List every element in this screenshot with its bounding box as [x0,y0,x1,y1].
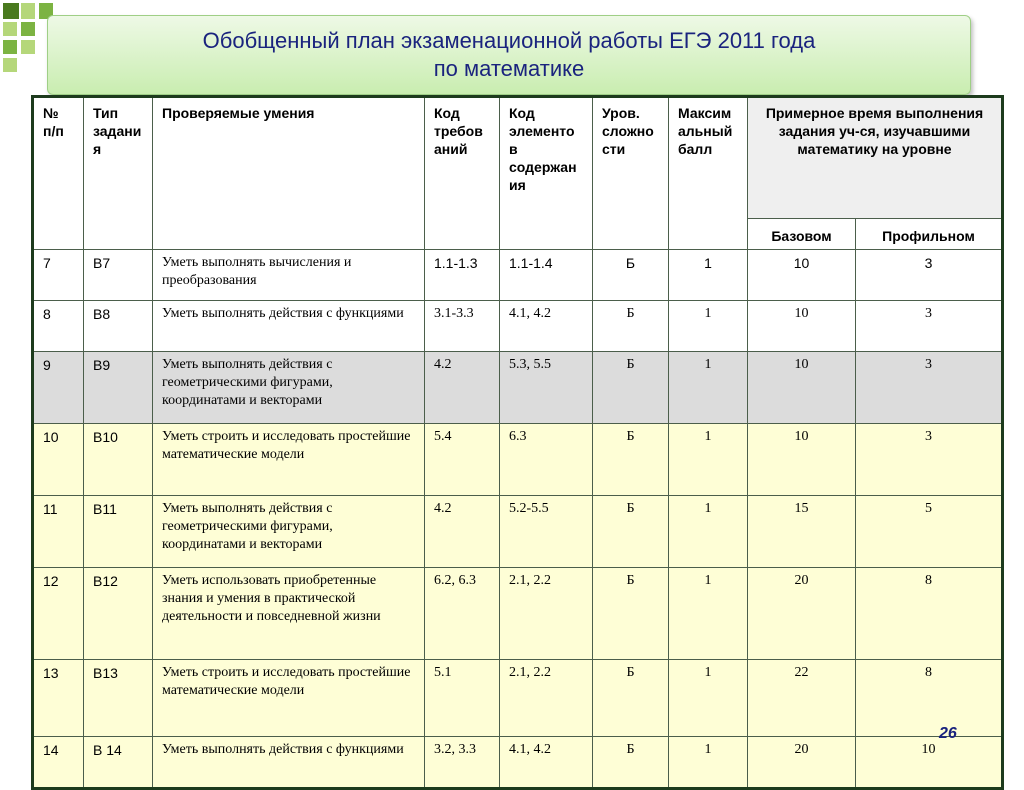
header-time-profile: Профильном [856,219,1003,250]
cell-content-code: 6.3 [500,424,593,496]
cell-req-code: 3.2, 3.3 [425,737,500,789]
table-row [33,301,1003,352]
cell-level: Б [593,250,669,301]
cell-max-score: 1 [669,424,748,496]
header-skills: Проверяемые умения [153,97,425,250]
cell-req-code: 3.1-3.3 [425,301,500,352]
header-content-code: Код элементов содержания [500,97,593,250]
header-type: Тип задания [84,97,153,250]
cell-num: 8 [33,301,84,352]
cell-req-code: 1.1-1.3 [425,250,500,301]
cell-time-basic: 10 [748,301,856,352]
cell-time-profile: 8 [856,660,1003,737]
cell-time-profile: 3 [856,352,1003,424]
cell-level: Б [593,737,669,789]
cell-max-score: 1 [669,660,748,737]
cell-num: 11 [33,496,84,568]
cell-skill: Уметь выполнять действия с функциями [153,737,425,789]
cell-req-code: 5.1 [425,660,500,737]
cell-max-score: 1 [669,568,748,660]
cell-type: B 14 [84,737,153,789]
slide-title-line2: по математике [433,56,585,81]
cell-time-profile: 3 [856,301,1003,352]
table-row [33,660,1003,737]
header-num: № п/п [33,97,84,250]
header-time-group: Примерное время выполнения задания уч-ся, изучавшими математику на уровне [748,97,1003,219]
cell-req-code: 4.2 [425,496,500,568]
table-row [33,424,1003,496]
decor-square [3,3,19,19]
cell-num: 14 [33,737,84,789]
cell-level: Б [593,660,669,737]
cell-time-basic: 22 [748,660,856,737]
cell-type: B8 [84,301,153,352]
header-req-code: Код требований [425,97,500,250]
page-number: 26 [939,725,957,742]
decor-square [21,3,35,19]
cell-level: Б [593,568,669,660]
decor-square [3,40,17,54]
cell-time-profile: 3 [856,424,1003,496]
cell-skill: Уметь выполнять действия с функциями [153,301,425,352]
cell-max-score: 1 [669,496,748,568]
cell-time-profile: 3 [856,250,1003,301]
header-max-score: Максимальный балл [669,97,748,250]
cell-max-score: 1 [669,301,748,352]
cell-time-basic: 10 [748,424,856,496]
decor-square [3,58,17,72]
table-row [33,496,1003,568]
header-level: Уров. сложности [593,97,669,250]
cell-skill: Уметь строить и исследовать простейшие математические модели [153,660,425,737]
decor-square [3,22,17,36]
cell-time-profile: 10 [856,737,1003,789]
table-row [33,352,1003,424]
table-row [33,737,1003,789]
cell-content-code: 2.1, 2.2 [500,568,593,660]
cell-num: 7 [33,250,84,301]
decor-square [21,40,35,54]
cell-max-score: 1 [669,737,748,789]
table-row [33,250,1003,301]
slide-title [47,15,971,95]
cell-content-code: 5.3, 5.5 [500,352,593,424]
cell-skill: Уметь использовать приобретенные знания и умения в практической деятельности и повседневной жизни [153,568,425,660]
cell-skill: Уметь выполнять вычисления и преобразования [153,250,425,301]
cell-time-profile: 5 [856,496,1003,568]
cell-max-score: 1 [669,250,748,301]
slide-title-line1: Обобщенный план экзаменационной работы ЕГЭ 2011 года [202,28,816,53]
cell-num: 9 [33,352,84,424]
cell-type: B13 [84,660,153,737]
cell-skill: Уметь выполнять действия с геометрическими фигурами, координатами и векторами [153,496,425,568]
cell-req-code: 6.2, 6.3 [425,568,500,660]
cell-level: Б [593,424,669,496]
cell-content-code: 1.1-1.4 [500,250,593,301]
cell-type: B10 [84,424,153,496]
header-time-basic: Базовом [748,219,856,250]
cell-time-basic: 10 [748,250,856,301]
cell-num: 12 [33,568,84,660]
cell-level: Б [593,352,669,424]
decor-square [21,22,35,36]
cell-num: 13 [33,660,84,737]
cell-time-profile: 8 [856,568,1003,660]
cell-skill: Уметь строить и исследовать простейшие математические модели [153,424,425,496]
cell-req-code: 4.2 [425,352,500,424]
cell-type: B7 [84,250,153,301]
cell-content-code: 5.2-5.5 [500,496,593,568]
cell-content-code: 4.1, 4.2 [500,737,593,789]
cell-time-basic: 10 [748,352,856,424]
cell-req-code: 5.4 [425,424,500,496]
cell-level: Б [593,496,669,568]
cell-content-code: 2.1, 2.2 [500,660,593,737]
cell-skill: Уметь выполнять действия с геометрическими фигурами, координатами и векторами [153,352,425,424]
cell-type: B12 [84,568,153,660]
cell-num: 10 [33,424,84,496]
table-row [33,568,1003,660]
cell-max-score: 1 [669,352,748,424]
cell-type: B9 [84,352,153,424]
cell-content-code: 4.1, 4.2 [500,301,593,352]
cell-time-basic: 20 [748,568,856,660]
exam-plan-table [31,95,1004,790]
cell-level: Б [593,301,669,352]
cell-type: B11 [84,496,153,568]
cell-time-basic: 20 [748,737,856,789]
cell-time-basic: 15 [748,496,856,568]
